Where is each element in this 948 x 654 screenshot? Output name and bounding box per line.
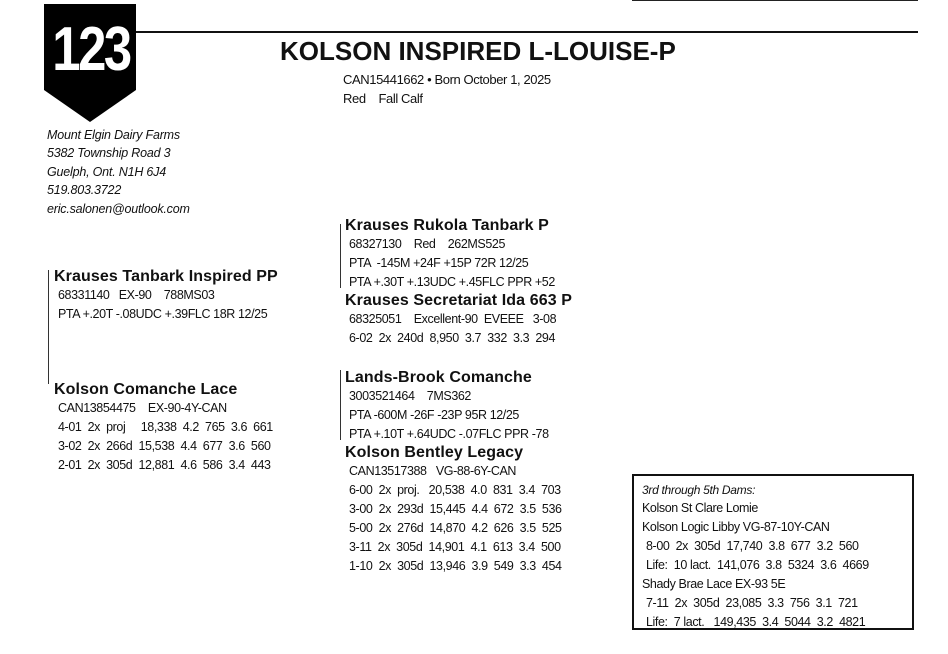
dam-dam-line: 3-00 2x 293d 15,445 4.4 672 3.5 536 (349, 502, 562, 516)
dam-line: CAN13854475 EX-90-4Y-CAN (58, 401, 227, 415)
dam-name: Kolson Comanche Lace (54, 381, 238, 398)
dam-dam-line: 1-10 2x 305d 13,946 3.9 549 3.3 454 (349, 559, 562, 573)
extended-dam-line: Kolson Logic Libby VG-87-10Y-CAN (642, 520, 830, 534)
sire-sire-name: Krauses Rukola Tanbark P (345, 217, 549, 234)
sire-sire-line: 68327130 Red 262MS525 (349, 237, 505, 251)
sire-name: Krauses Tanbark Inspired PP (54, 268, 278, 285)
consignor-farm: Mount Elgin Dairy Farms (47, 128, 180, 142)
extended-dam-line: Life: 10 lact. 141,076 3.8 5324 3.6 4669 (646, 558, 869, 572)
dam-dam-name: Kolson Bentley Legacy (345, 444, 524, 461)
sire-sire-line: PTA +.30T +.13UDC +.45FLC PPR +52 (349, 275, 555, 289)
animal-registration: CAN15441662 • Born October 1, 2025 (343, 72, 551, 87)
dam-sire-line: PTA -600M -26F -23P 95R 12/25 (349, 408, 519, 422)
extended-dams-box (632, 474, 914, 630)
sire-line: 68331140 EX-90 788MS03 (58, 288, 215, 302)
dam-block (54, 381, 273, 475)
consignor-city: Guelph, Ont. N1H 6J4 (47, 164, 166, 179)
animal-name: KOLSON INSPIRED L-LOUISE-P (280, 36, 676, 66)
dam-line: 3-02 2x 266d 15,538 4.4 677 3.6 560 (58, 439, 271, 453)
sire-block (54, 268, 278, 324)
consignor-email: eric.salonen@outlook.com (47, 201, 190, 216)
header-rule (136, 31, 918, 33)
sire-sire-line: PTA -145M +24F +15P 72R 12/25 (349, 256, 529, 270)
dam-dam-line: 3-11 2x 305d 14,901 4.1 613 3.4 500 (349, 540, 561, 554)
top-rule (632, 0, 918, 1)
sire-dam-name: Krauses Secretariat Ida 663 P (345, 292, 573, 309)
dam-dam-block (345, 444, 562, 576)
extended-dam-line: Life: 7 lact. 149,435 3.4 5044 3.2 4821 (646, 615, 866, 629)
dam-dam-line: CAN13517388 VG-88-6Y-CAN (349, 464, 517, 478)
dam-line: 4-01 2x proj 18,338 4.2 765 3.6 661 (58, 420, 273, 434)
sire-dam-block (345, 292, 572, 348)
dam-sire-line: PTA +.10T +.64UDC -.07FLC PPR -78 (349, 427, 549, 441)
lot-number: 123 (52, 15, 130, 84)
dam-sire-line: 3003521464 7MS362 (349, 389, 471, 403)
sire-dam-line: 6-02 2x 240d 8,950 3.7 332 3.3 294 (349, 331, 555, 345)
sire-dam-line: 68325051 Excellent-90 EVEEE 3-08 (349, 312, 557, 326)
pedigree-line-left (48, 270, 49, 384)
pedigree-line-dam-sire (340, 370, 341, 440)
dam-line: 2-01 2x 305d 12,881 4.6 586 3.4 443 (58, 458, 271, 472)
extended-dam-line: 8-00 2x 305d 17,740 3.8 677 3.2 560 (646, 539, 859, 553)
extended-dam-line: Kolson St Clare Lomie (642, 501, 758, 515)
consignor-phone: 519.803.3722 (47, 183, 122, 198)
pedigree-line-sire-sire (340, 224, 341, 288)
consignor-address: 5382 Township Road 3 (47, 146, 171, 161)
lot-badge (44, 4, 136, 122)
dam-sire-block (345, 369, 549, 444)
extended-dam-line: 7-11 2x 305d 23,085 3.3 756 3.1 721 (646, 596, 858, 610)
sire-sire-block (345, 217, 555, 292)
animal-color-class: Red Fall Calf (343, 91, 423, 106)
extended-dam-line: Shady Brae Lace EX-93 5E (642, 577, 786, 591)
dam-dam-line: 5-00 2x 276d 14,870 4.2 626 3.5 525 (349, 521, 562, 535)
dam-dam-line: 6-00 2x proj. 20,538 4.0 831 3.4 703 (349, 483, 561, 497)
extended-dams-header: 3rd through 5th Dams: (642, 483, 756, 497)
sire-line: PTA +.20T -.08UDC +.39FLC 18R 12/25 (58, 307, 268, 321)
consignor-block (47, 126, 190, 218)
dam-sire-name: Lands-Brook Comanche (345, 369, 532, 386)
